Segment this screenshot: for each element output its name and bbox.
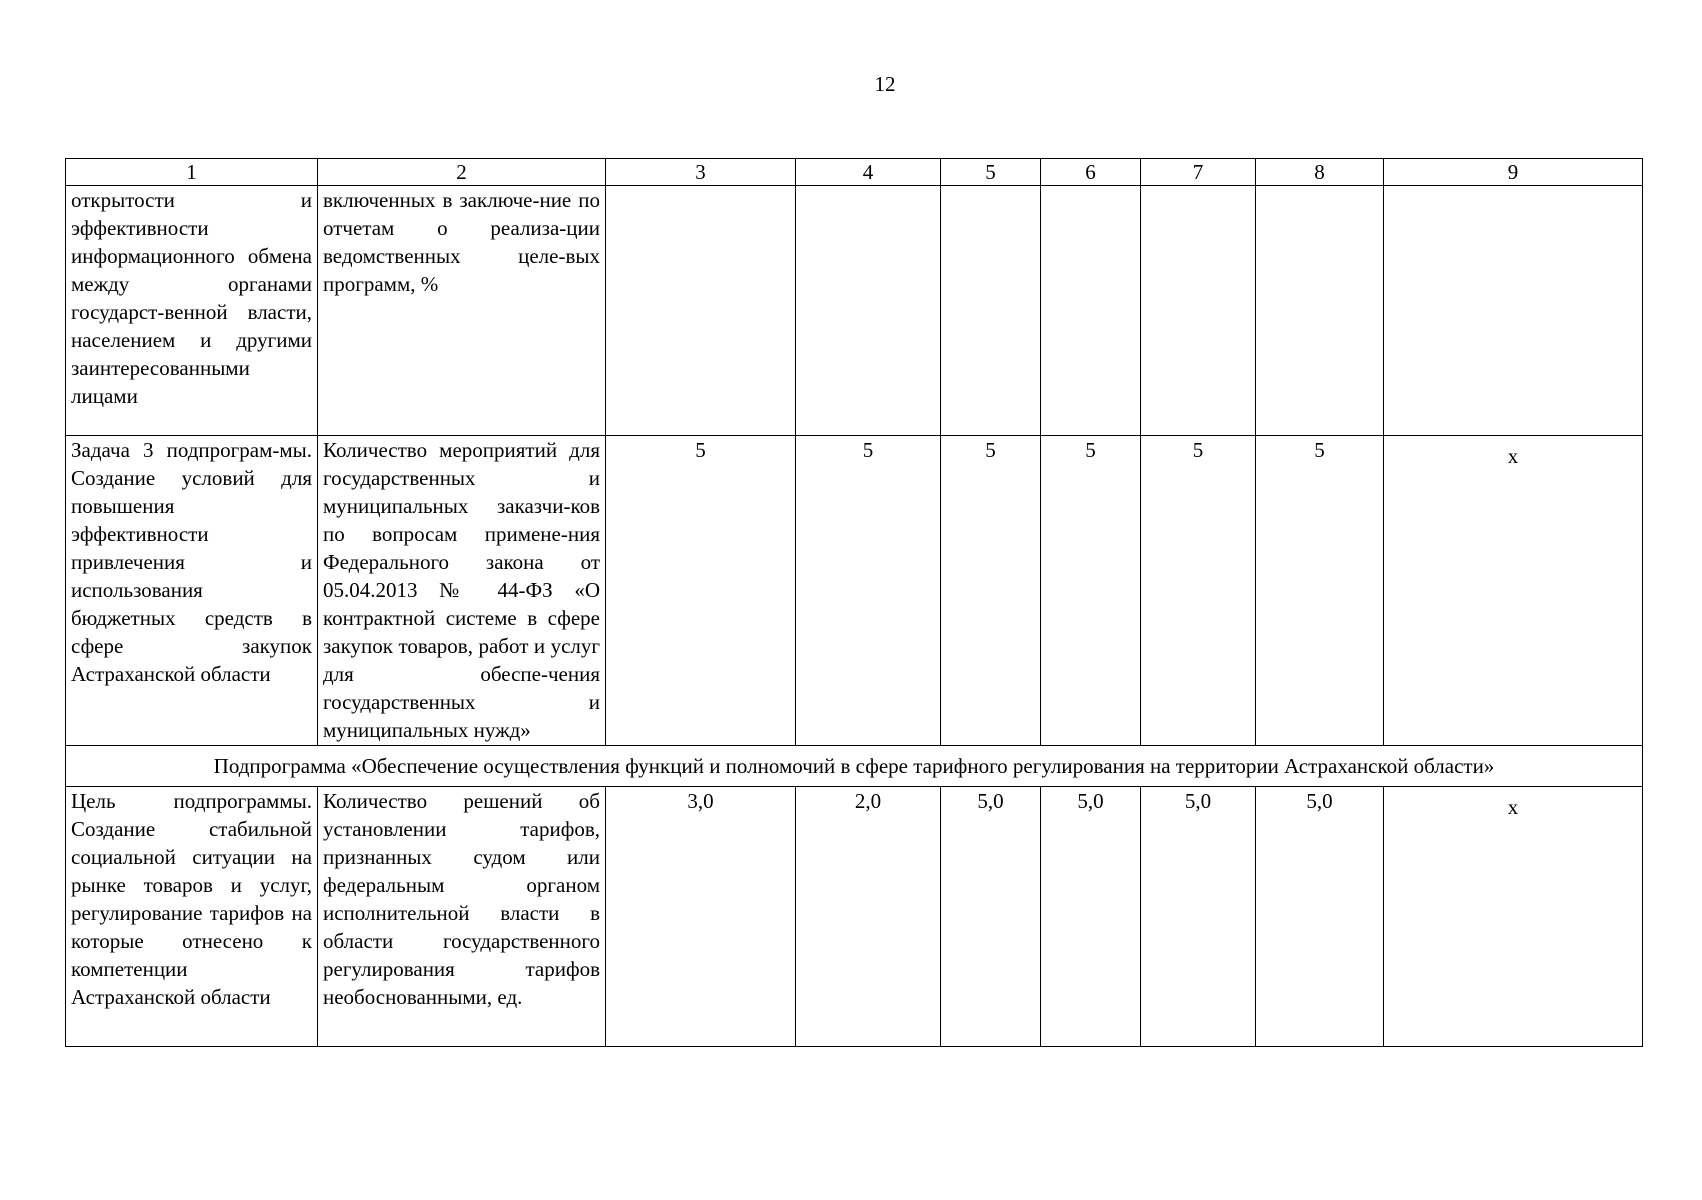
indicator-cell: Количество мероприятий для государственных и муниципальных заказчи-ков по вопросам примене-ния Федерального закона от 05.04.2013 № 44-ФЗ «О контрактной системе в сфере закупок товаров, работ и услуг для обеспе-чения государственных и муниципальных нужд»	[318, 436, 606, 746]
value-cell: 5,0	[1141, 787, 1256, 1047]
column-header: 4	[796, 159, 941, 186]
value-cell	[941, 186, 1041, 436]
value-cell: 5	[1141, 436, 1256, 746]
value-cell: 5,0	[1041, 787, 1141, 1047]
indicator-cell: Количество решений об установлении тарифов, признанных судом или федеральным органом исполнительной власти в области государственного регулирования тарифов необоснованными, ед.	[318, 787, 606, 1047]
table-row	[66, 436, 1643, 746]
column-header: 2	[318, 159, 606, 186]
indicator-cell: включенных в заключе-ние по отчетам о реализа-ции ведомственных целе-вых программ, %	[318, 186, 606, 436]
table-row	[66, 787, 1643, 1047]
goal-cell: открытости и эффективности информационного обмена между органами государст-венной власти, населением и другими заинтересованными лицами	[66, 186, 318, 436]
value-cell: 3,0	[606, 787, 796, 1047]
column-header: 8	[1256, 159, 1384, 186]
value-cell: 5,0	[941, 787, 1041, 1047]
value-cell	[796, 186, 941, 436]
value-cell: 5,0	[1256, 787, 1384, 1047]
column-header: 3	[606, 159, 796, 186]
page-number: 12	[874, 72, 896, 96]
column-header: 6	[1041, 159, 1141, 186]
value-cell	[1256, 186, 1384, 436]
value-cell	[606, 186, 796, 436]
column-header: 9	[1384, 159, 1643, 186]
value-cell: 5	[941, 436, 1041, 746]
goal-cell: Задача 3 подпрограм-мы. Создание условий для повышения эффективности привлечения и использования бюджетных средств в сфере закупок Астраханской области	[66, 436, 318, 746]
value-cell: 2,0	[796, 787, 941, 1047]
goal-cell: Цель подпрограммы. Создание стабильной социальной ситуации на рынке товаров и услуг, регулирование тарифов на которые отнесено к компетенции Астраханской области	[66, 787, 318, 1047]
section-title: Подпрограмма «Обеспечение осуществления функций и полномочий в сфере тарифного регулирования на территории Астраханской области»	[66, 746, 1643, 787]
value-cell: 5	[606, 436, 796, 746]
indicators-table	[65, 158, 1643, 1047]
value-cell: x	[1384, 436, 1643, 746]
value-cell	[1384, 186, 1643, 436]
table-header-row	[66, 159, 1643, 186]
value-cell	[1141, 186, 1256, 436]
column-header: 5	[941, 159, 1041, 186]
column-header: 1	[66, 159, 318, 186]
value-cell: 5	[1256, 436, 1384, 746]
table-row	[66, 186, 1643, 436]
value-cell	[1041, 186, 1141, 436]
value-cell: x	[1384, 787, 1643, 1047]
value-cell: 5	[796, 436, 941, 746]
value-cell: 5	[1041, 436, 1141, 746]
column-header: 7	[1141, 159, 1256, 186]
section-header-row	[66, 746, 1643, 787]
